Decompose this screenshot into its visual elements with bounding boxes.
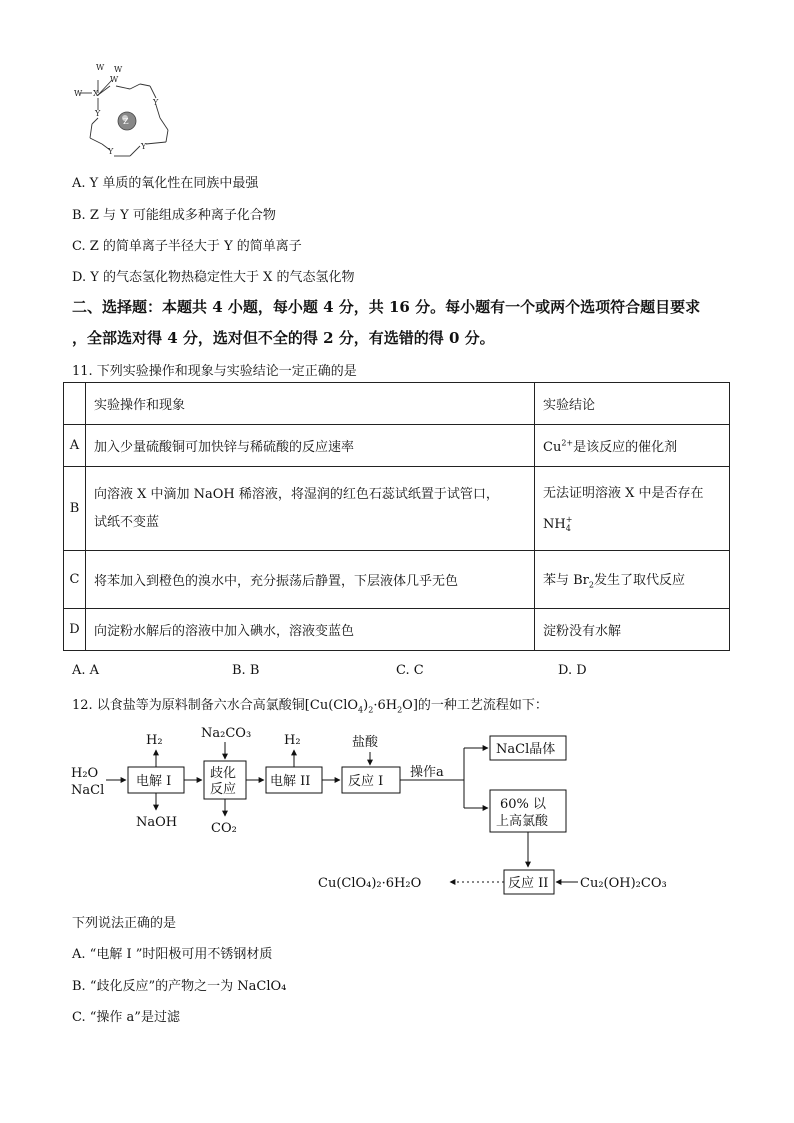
- q10-option-c: C. Z 的简单离子半径大于 Y 的简单离子: [72, 239, 302, 254]
- y-atom: Y: [95, 109, 101, 118]
- y-atom: Y: [108, 147, 114, 156]
- co2-output: CO₂: [211, 821, 237, 836]
- ring-structure-figure: [70, 58, 180, 173]
- section-heading-line2: ，全部选对得 4 分，选对但不全的得 2 分，有选错的得 0 分。: [72, 329, 495, 347]
- row-label: D: [64, 609, 86, 651]
- q12-option-b: B. “歧化反应”的产物之一为 NaClO₄: [72, 979, 287, 994]
- w-atom-2: W: [114, 65, 123, 74]
- table-row: [64, 467, 730, 551]
- h2-output-2: H₂: [284, 733, 301, 748]
- nacl-crystal-label: NaCl晶体: [496, 742, 556, 757]
- electrolysis-2-label: 电解 II: [270, 774, 311, 789]
- row-label: C: [64, 551, 86, 609]
- header-operation: 实验操作和现象: [86, 383, 535, 425]
- q12-prompt: 下列说法正确的是: [72, 916, 177, 931]
- z-atom: Z: [123, 117, 129, 126]
- cu2oh2co3-input: Cu₂(OH)₂CO₃: [580, 876, 667, 891]
- q12-option-a: A. “电解 I ”时阳极可用不锈钢材质: [72, 947, 273, 962]
- row-operation: 加入少量硫酸铜可加快锌与稀硫酸的反应速率: [86, 425, 535, 467]
- disproportionation-label-2: 反应: [210, 782, 237, 797]
- q10-option-b: B. Z 与 Y 可能组成多种离子化合物: [72, 208, 276, 223]
- w-atom-4: W: [74, 89, 83, 98]
- q11-experiment-table: [63, 382, 730, 651]
- row-conclusion: 苯与 $Br_2$发生了取代反应: [535, 551, 730, 609]
- y-atom: Y: [141, 142, 147, 151]
- input-nacl: NaCl: [71, 783, 105, 798]
- section-heading-line1: 二、选择题：本题共 4 小题，每小题 4 分，共 16 分。每小题有一个或两个选项符合题目要求: [72, 298, 701, 316]
- row-conclusion: $Cu^{2+}$是该反应的催化剂: [535, 425, 730, 467]
- h2-output-1: H₂: [146, 733, 163, 748]
- row-label: B: [64, 467, 86, 551]
- na2co3-input: Na₂CO₃: [201, 726, 252, 741]
- row-operation: 向溶液 X 中滴加 NaOH 稀溶液，将湿润的红色石蕊试纸置于试管口， 试纸不变蓝: [86, 467, 535, 551]
- hcl-input: 盐酸: [352, 735, 379, 750]
- row-operation: 向淀粉水解后的溶液中加入碘水，溶液变蓝色: [86, 609, 535, 651]
- q11-answer-b: B. B: [232, 663, 260, 678]
- q11-answer-c: C. C: [396, 663, 424, 678]
- q11-answer-d: D. D: [558, 663, 587, 678]
- perchloric-acid-label-1: 60% 以: [500, 797, 547, 812]
- q11-answer-a: A. A: [72, 663, 100, 678]
- w-atom-1: W: [96, 63, 105, 72]
- row-conclusion: 淀粉没有水解: [535, 609, 730, 651]
- naoh-output: NaOH: [136, 815, 178, 830]
- reaction-1-label: 反应 I: [348, 774, 384, 789]
- disproportionation-label-1: 歧化: [210, 766, 237, 781]
- header-conclusion: 实验结论: [535, 383, 730, 425]
- row-operation: 将苯加入到橙色的溴水中，充分振荡后静置，下层液体几乎无色: [86, 551, 535, 609]
- product-label: Cu(ClO₄)₂·6H₂O: [318, 876, 422, 891]
- reaction-2-label: 反应 II: [508, 876, 549, 891]
- q12-stem: 12. 以食盐等为原料制备六水合高氯酸铜$[Cu(ClO_4)_2\cdot 6H_2O]$的一种工艺流程如下：: [72, 698, 548, 715]
- electrolysis-1-label: 电解 I: [136, 774, 172, 789]
- q11-stem: 11. 下列实验操作和现象与实验结论一定正确的是: [72, 364, 357, 379]
- perchloric-acid-label-2: 上高氯酸: [496, 814, 549, 829]
- q10-option-d: D. Y 的气态氢化物热稳定性大于 X 的气态氢化物: [72, 270, 355, 285]
- operation-a-label: 操作a: [410, 765, 444, 780]
- q12-option-c: C. “操作 a”是过滤: [72, 1010, 180, 1025]
- y-atom: Y: [153, 98, 159, 107]
- w-atom-3: W: [110, 75, 119, 84]
- table-row: [64, 425, 730, 467]
- process-flow-diagram: [68, 722, 688, 902]
- table-header-row: [64, 383, 730, 425]
- q10-option-a: A. Y 单质的氧化性在同族中最强: [72, 176, 259, 191]
- row-label: A: [64, 425, 86, 467]
- x-atom: X: [93, 89, 99, 98]
- table-row: [64, 551, 730, 609]
- row-conclusion: 无法证明溶液 X 中是否存在 NH + 4: [535, 467, 730, 551]
- input-h2o: H₂O: [71, 766, 99, 781]
- table-row: [64, 609, 730, 651]
